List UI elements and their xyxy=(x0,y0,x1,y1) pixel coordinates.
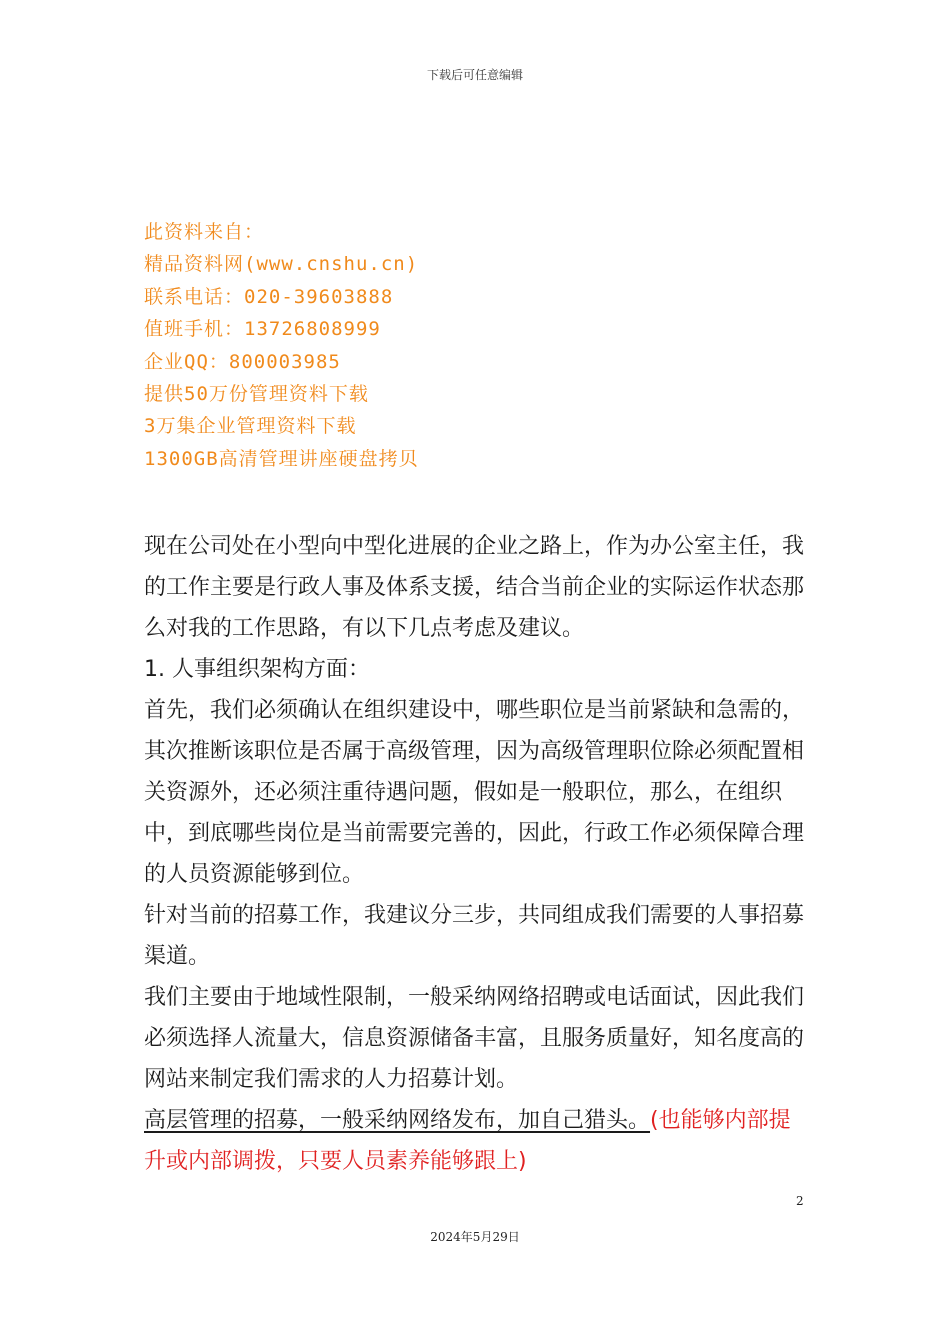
senior-recruitment-red-note: (也能够内部提升或内部调拨，只要人员素养能够跟上) xyxy=(144,1108,791,1174)
source-line-offer-1: 提供50万份管理资料下载 xyxy=(144,383,369,406)
paragraph-intro: 现在公司处在小型向中型化进展的企业之路上，作为办公室主任，我的工作主要是行政人事及体系支援，结合当前企业的实际运作状态那么对我的工作思路，有以下几点考虑及建议。 xyxy=(144,534,805,641)
section-heading-hr-structure: 1. 人事组织架构方面： xyxy=(144,657,370,682)
page-header: 下载后可任意编辑 xyxy=(426,68,523,82)
paragraph-senior-recruitment xyxy=(144,1100,808,1182)
page-number: 2 xyxy=(796,1194,804,1208)
source-line-mobile: 值班手机：13726808999 xyxy=(144,318,381,341)
paragraph-recruitment-steps: 针对当前的招募工作，我建议分三步，共同组成我们需要的人事招募渠道。 xyxy=(144,903,805,969)
page-footer-date: 2024年5月29日 xyxy=(430,1230,520,1244)
source-line-origin: 此资料来自： xyxy=(144,221,265,243)
source-line-website: 精品资料网(www.cnshu.cn) xyxy=(144,253,419,276)
source-line-qq: 企业QQ：800003985 xyxy=(144,350,341,373)
paragraph-online-recruitment: 我们主要由于地域性限制，一般采纳网络招聘或电话面试，因此我们必须选择人流量大，信息资源储备丰富，且服务质量好，知名度高的网站来制定我们需求的人力招募计划。 xyxy=(144,985,805,1092)
senior-recruitment-underlined-text: 高层管理的招募，一般采纳网络发布，加自己猎头。 xyxy=(144,1108,651,1133)
document-body xyxy=(144,526,808,1182)
source-line-offer-2: 3万集企业管理资料下载 xyxy=(144,415,357,438)
source-line-phone: 联系电话：020-39603888 xyxy=(144,285,394,308)
source-line-offer-3: 1300GB高清管理讲座硬盘拷贝 xyxy=(144,447,419,470)
source-info-block xyxy=(144,216,824,475)
paragraph-positions: 首先，我们必须确认在组织建设中，哪些职位是当前紧缺和急需的，其次推断该职位是否属于高级管理，因为高级管理职位除必须配置相关资源外，还必须注重待遇问题，假如是一般职位，那么，在组织中，到底哪些岗位是当前需要完善的，因此，行政工作必须保障合理的人员资源能够到位。 xyxy=(144,698,805,887)
